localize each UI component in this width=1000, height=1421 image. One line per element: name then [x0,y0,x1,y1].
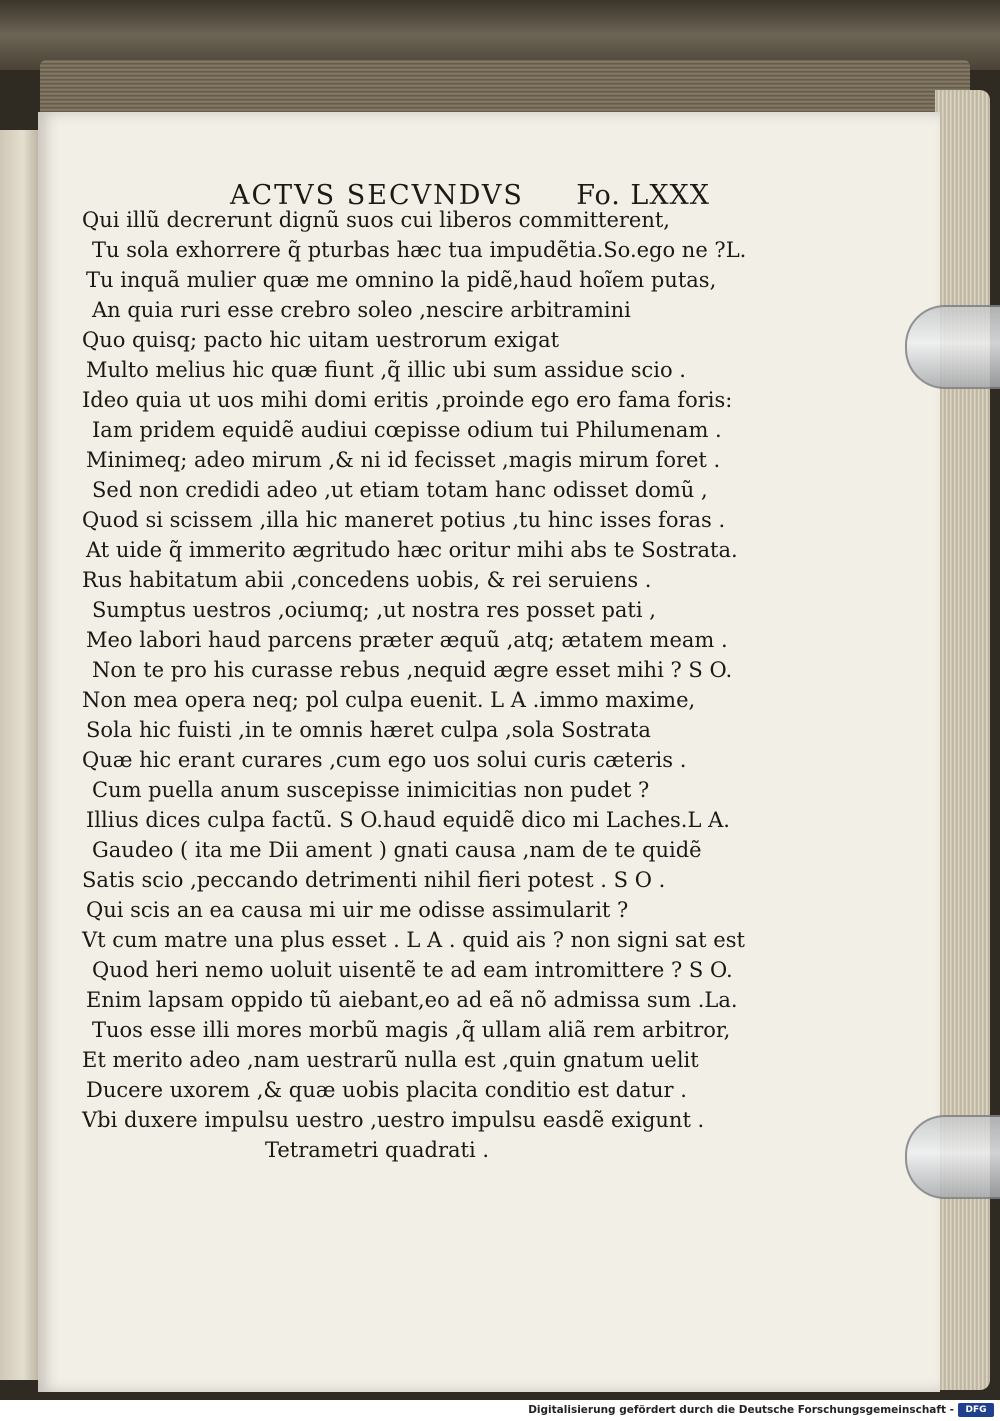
verse-lines [82,205,747,1135]
verse-line: Meo labori haud parcens præter æquũ ,atq; ætatem meam . [86,628,728,652]
verse-line: Ducere uxorem ,& quæ uobis placita conditio est datur . [86,1078,687,1102]
verse-line: Sumptus uestros ,ociumq; ,ut nostra res posset pati , [92,598,656,622]
verse-line: Illius dices culpa factũ. S O.haud equidẽ dico mi Laches.L A. [86,808,730,832]
verse-line: Minimeq; adeo mirum ,& ni id fecisset ,magis mirum foret . [86,448,721,472]
verse-line: Sola hic fuisti ,in te omnis hæret culpa ,sola Sostrata [86,718,651,742]
facing-page-edge [0,130,38,1380]
running-title: ACTVS SECVNDVS [230,180,524,211]
verse-line: Quod heri nemo uoluit uisentẽ te ad eam intromittere ? S O. [92,958,733,982]
verse-line: Qui illũ decrerunt dignũ suos cui liberos committerent, [82,208,670,232]
verse-line: Tu inquã mulier quæ me omnino la pidẽ,haud hoĩem putas, [86,268,717,292]
verse-line: Enim lapsam oppido tũ aiebant,eo ad eã nõ admissa sum .La. [86,988,738,1012]
verse-line: Non mea opera neq; pol culpa euenit. L A .immo maxime, [82,688,696,712]
verse-line: Quod si scissem ,illa hic maneret potius ,tu hinc isses foras . [82,508,726,532]
verse-line: Rus habitatum abii ,concedens uobis, & rei seruiens . [82,568,652,592]
verse-line: Et merito adeo ,nam uestrarũ nulla est ,quin gnatum uelit [82,1048,699,1072]
verse-line: Non te pro his curasse rebus ,nequid ægre esset mihi ? S O. [92,658,733,682]
verse-line: Tu sola exhorrere q̃ pturbas hæc tua impudẽtia.So.ego ne ?L. [92,238,747,262]
footer-credit: Digitalisierung gefördert durch die Deutsche Forschungsgemeinschaft - [528,1404,954,1416]
verse-line: Qui scis an ea causa mi uir me odisse assimularit ? [86,898,629,922]
verse-line: An quia ruri esse crebro soleo ,nescire arbitramini [92,298,631,322]
verse-line: Quo quisq; pacto hic uitam uestrorum exigat [82,328,560,352]
verse-line: Gaudeo ( ita me Dii ament ) gnati causa ,nam de te quidẽ [92,838,702,862]
meter-heading: Tetrametri quadrati . [265,1138,490,1162]
book-top-edge [40,60,970,120]
verse-line: Vt cum matre una plus esset . L A . quid ais ? non signi sat est [82,928,745,952]
verse-line: Satis scio ,peccando detrimenti nihil fieri potest . S O . [82,868,666,892]
page-clip-bottom [905,1115,1000,1199]
verse-line: Iam pridem equidẽ audiui cœpisse odium tui Philumenam . [92,418,722,442]
dfg-logo-icon: DFG [958,1403,994,1417]
verse-line: At uide q̃ immerito ægritudo hæc oritur mihi abs te Sostrata. [86,538,738,562]
verse-line: Cum puella anum suscepisse inimicitias non pudet ? [92,778,650,802]
verse-line: Ideo quia ut uos mihi domi eritis ,proinde ego ero fama foris: [82,388,733,412]
verse-line: Vbi duxere impulsu uestro ,uestro impulsu easdẽ exigunt . [82,1108,705,1132]
verse-line: Quæ hic erant curares ,cum ego uos solui curis cæteris . [82,748,687,772]
verse-line: Sed non credidi adeo ,ut etiam totam hanc odisset domũ , [92,478,708,502]
verse-line: Tuos esse illi mores morbũ magis ,q̃ ullam aliã rem arbitror, [92,1018,731,1042]
page-clip-top [905,305,1000,389]
folio-number: Fo. LXXX [576,180,710,211]
verse-line: Multo melius hic quæ fiunt ,q̃ illic ubi sum assidue scio . [86,358,686,382]
